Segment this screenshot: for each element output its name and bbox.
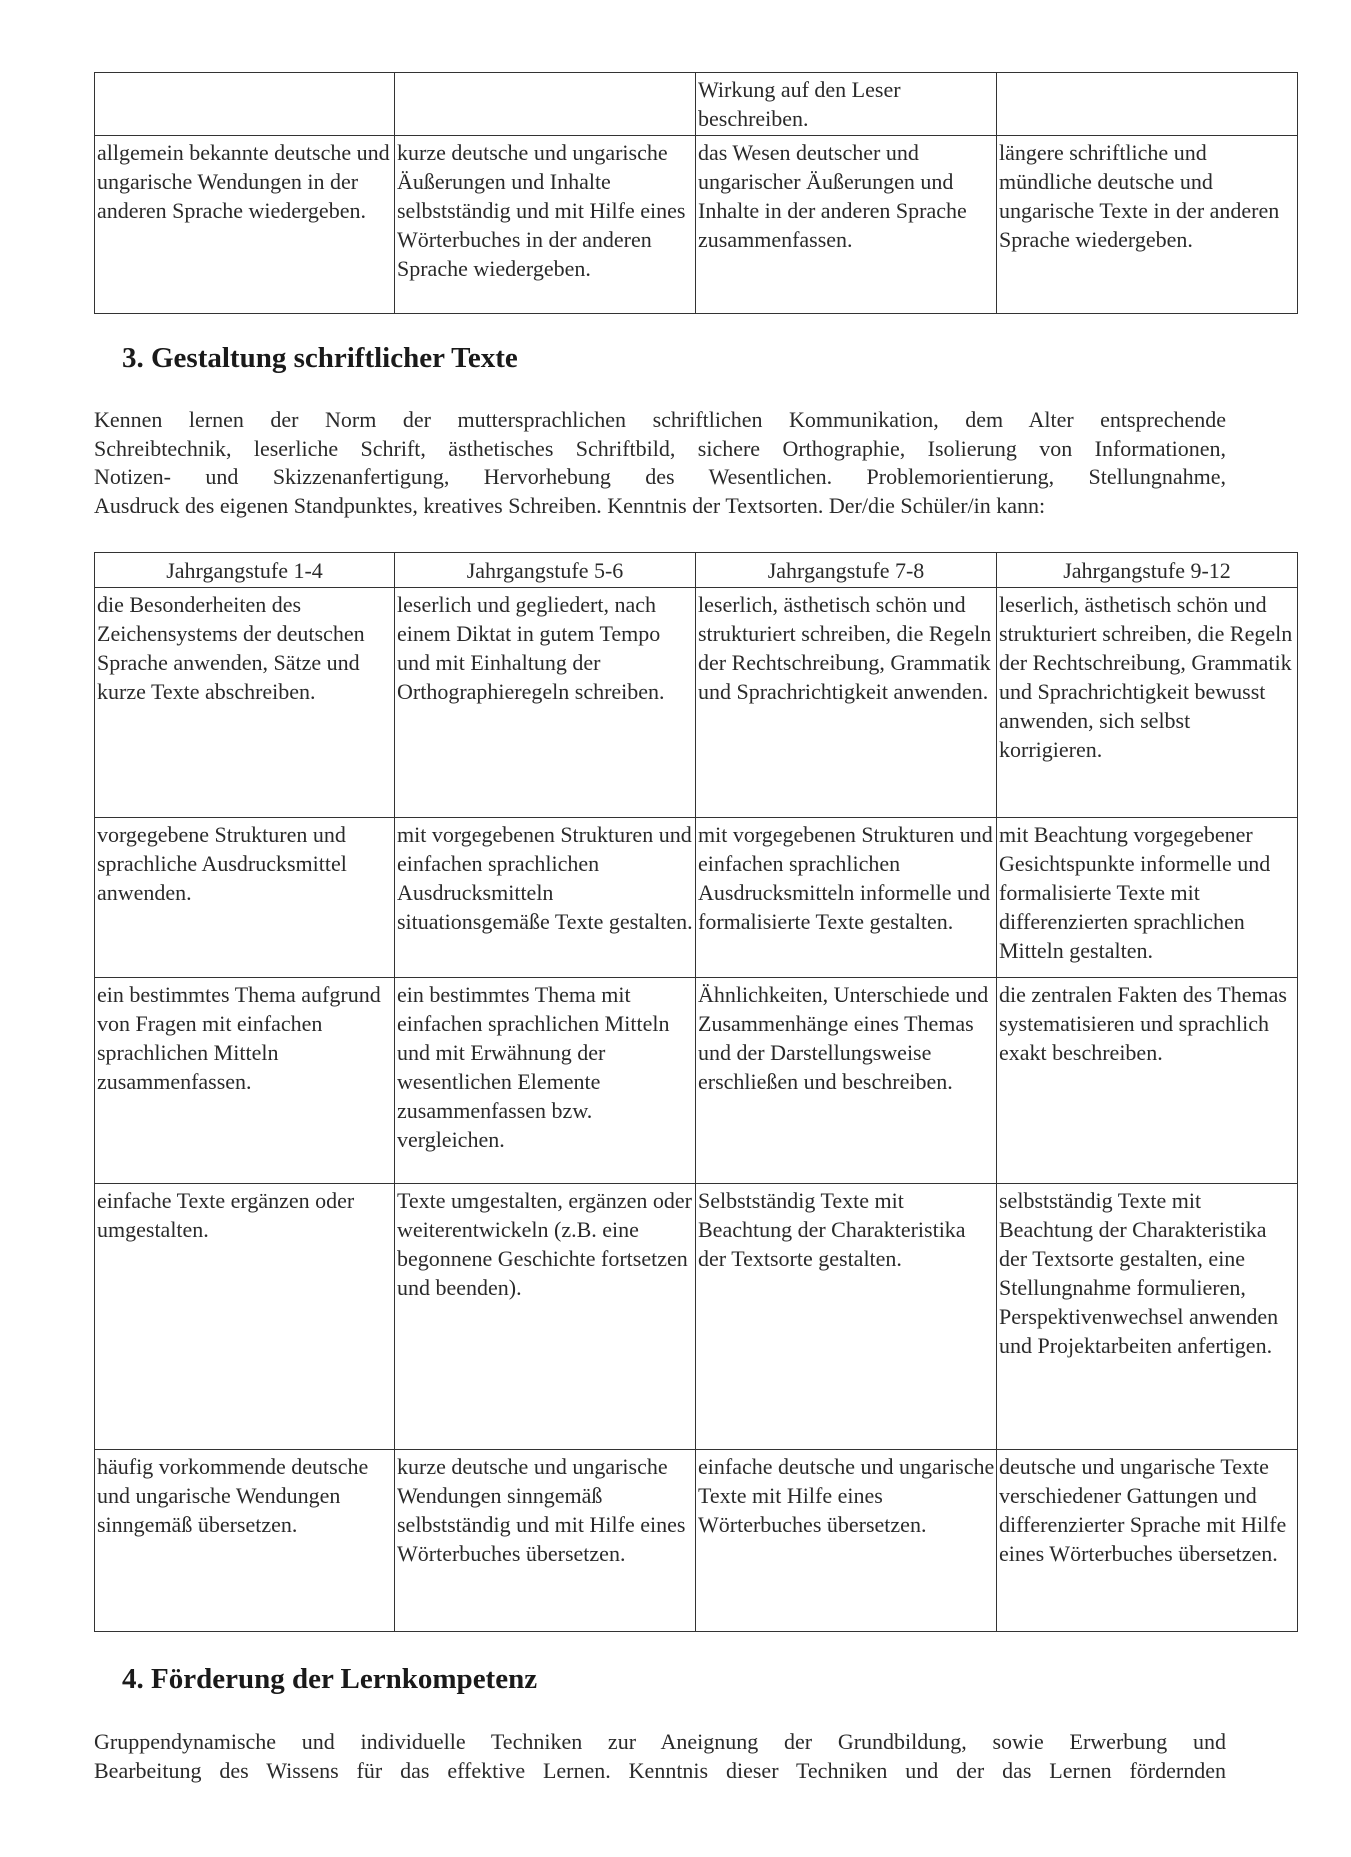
section-paragraph — [94, 1728, 1226, 1785]
top-table-container — [94, 72, 1297, 314]
table-row — [95, 818, 1298, 978]
table-cell: deutsche und ungarische Texte verschiedener Gattungen und differenzierter Sprache mit Hilfe eines Wörterbuches übersetzen. — [997, 1450, 1298, 1632]
competency-table — [94, 552, 1298, 1632]
table-cell: längere schriftliche und mündliche deutsche und ungarische Texte in der anderen Sprache wiedergeben. — [997, 136, 1298, 314]
table-cell: Ähnlichkeiten, Unterschiede und Zusammenhänge eines Themas und der Darstellungsweise erschließen und beschreiben. — [696, 978, 997, 1184]
table-cell: Selbstständig Texte mit Beachtung der Charakteristika der Textsorte gestalten. — [696, 1184, 997, 1450]
table-cell: Wirkung auf den Leser beschreiben. — [696, 73, 997, 136]
table-cell: Texte umgestalten, ergänzen oder weiterentwickeln (z.B. eine begonnene Geschichte fortsetzen und beenden). — [395, 1184, 696, 1450]
paragraph-line: Kennen lernen der Norm der muttersprachlichen schriftlichen Kommunikation, dem Alter entsprechende — [94, 407, 1226, 432]
table-cell: einfache deutsche und ungarische Texte mit Hilfe eines Wörterbuches übersetzen. — [696, 1450, 997, 1632]
table-row — [95, 978, 1298, 1184]
table-cell: ein bestimmtes Thema aufgrund von Fragen mit einfachen sprachlichen Mitteln zusammenfassen. — [95, 978, 395, 1184]
table-cell: die zentralen Fakten des Themas systematisieren und sprachlich exakt beschreiben. — [997, 978, 1298, 1184]
table-row — [95, 1450, 1298, 1632]
paragraph-line: Gruppendynamische und individuelle Techniken zur Aneignung der Grundbildung, sowie Erwerbung und — [94, 1729, 1226, 1754]
table-cell: ein bestimmtes Thema mit einfachen sprachlichen Mitteln und mit Erwähnung der wesentlichen Elemente zusammenfassen bzw. vergleichen. — [395, 978, 696, 1184]
column-header: Jahrgangstufe 5-6 — [395, 553, 696, 588]
table-row — [95, 136, 1298, 314]
table-cell: kurze deutsche und ungarische Wendungen sinngemäß selbstständig und mit Hilfe eines Wörterbuches übersetzen. — [395, 1450, 696, 1632]
table-cell: mit vorgegebenen Strukturen und einfachen sprachlichen Ausdrucksmitteln situationsgemäße Texte gestalten. — [395, 818, 696, 978]
table-cell: mit Beachtung vorgegebener Gesichtspunkte informelle und formalisierte Texte mit differenzierten sprachlichen Mitteln gestalten. — [997, 818, 1298, 978]
column-header: Jahrgangstufe 9-12 — [997, 553, 1298, 588]
paragraph-line: Ausdruck des eigenen Standpunktes, kreatives Schreiben. Kenntnis der Textsorten. Der/die Schüler/in kann: — [94, 492, 1046, 518]
table-row — [95, 73, 1298, 136]
table-row — [95, 1184, 1298, 1450]
top-table — [94, 72, 1298, 314]
section-heading: 4. Förderung der Lernkompetenz — [122, 1663, 538, 1695]
table-cell: mit vorgegebenen Strukturen und einfachen sprachlichen Ausdrucksmitteln informelle und formalisierte Texte gestalten. — [696, 818, 997, 978]
table-cell: vorgegebene Strukturen und sprachliche Ausdrucksmittel anwenden. — [95, 818, 395, 978]
table-cell: einfache Texte ergänzen oder umgestalten. — [95, 1184, 395, 1450]
table-cell: häufig vorkommende deutsche und ungarische Wendungen sinngemäß übersetzen. — [95, 1450, 395, 1632]
table-cell: leserlich, ästhetisch schön und strukturiert schreiben, die Regeln der Rechtschreibung, Grammatik und Sprachrichtigkeit anwenden. — [696, 588, 997, 818]
table-row — [95, 588, 1298, 818]
table-header-row — [95, 553, 1298, 588]
table-cell: allgemein bekannte deutsche und ungarische Wendungen in der anderen Sprache wiedergeben. — [95, 136, 395, 314]
table-cell — [997, 73, 1298, 136]
table-cell: leserlich und gegliedert, nach einem Diktat in gutem Tempo und mit Einhaltung der Orthographieregeln schreiben. — [395, 588, 696, 818]
table-cell: leserlich, ästhetisch schön und strukturiert schreiben, die Regeln der Rechtschreibung, Grammatik und Sprachrichtigkeit bewusst anwenden, sich selbst korrigieren. — [997, 588, 1298, 818]
column-header: Jahrgangstufe 1-4 — [95, 553, 395, 588]
table-cell: die Besonderheiten des Zeichensystems der deutschen Sprache anwenden, Sätze und kurze Texte abschreiben. — [95, 588, 395, 818]
table-cell — [95, 73, 395, 136]
paragraph-line: Bearbeitung des Wissens für das effektive Lernen. Kenntnis dieser Techniken und der das Lernen fördernden — [94, 1757, 1226, 1783]
section-heading: 3. Gestaltung schriftlicher Texte — [122, 342, 518, 374]
main-table-container — [94, 552, 1297, 1632]
paragraph-line: Schreibtechnik, leserliche Schrift, ästhetisches Schriftbild, sichere Orthographie, Isolierung von Informationen, — [94, 435, 1226, 461]
table-cell: das Wesen deutscher und ungarischer Äußerungen und Inhalte in der anderen Sprache zusammenfassen. — [696, 136, 997, 314]
table-cell — [395, 73, 696, 136]
table-cell: selbstständig Texte mit Beachtung der Charakteristika der Textsorte gestalten, eine Stellungnahme formulieren, Perspektivenwechsel anwenden und Projektarbeiten anfertigen. — [997, 1184, 1298, 1450]
table-cell: kurze deutsche und ungarische Äußerungen und Inhalte selbstständig und mit Hilfe eines Wörterbuches in der anderen Sprache wiedergeben. — [395, 136, 696, 314]
column-header: Jahrgangstufe 7-8 — [696, 553, 997, 588]
section-paragraph — [94, 406, 1226, 520]
paragraph-line: Notizen- und Skizzenanfertigung, Hervorhebung des Wesentlichen. Problemorientierung, Stellungnahme, — [94, 464, 1226, 489]
